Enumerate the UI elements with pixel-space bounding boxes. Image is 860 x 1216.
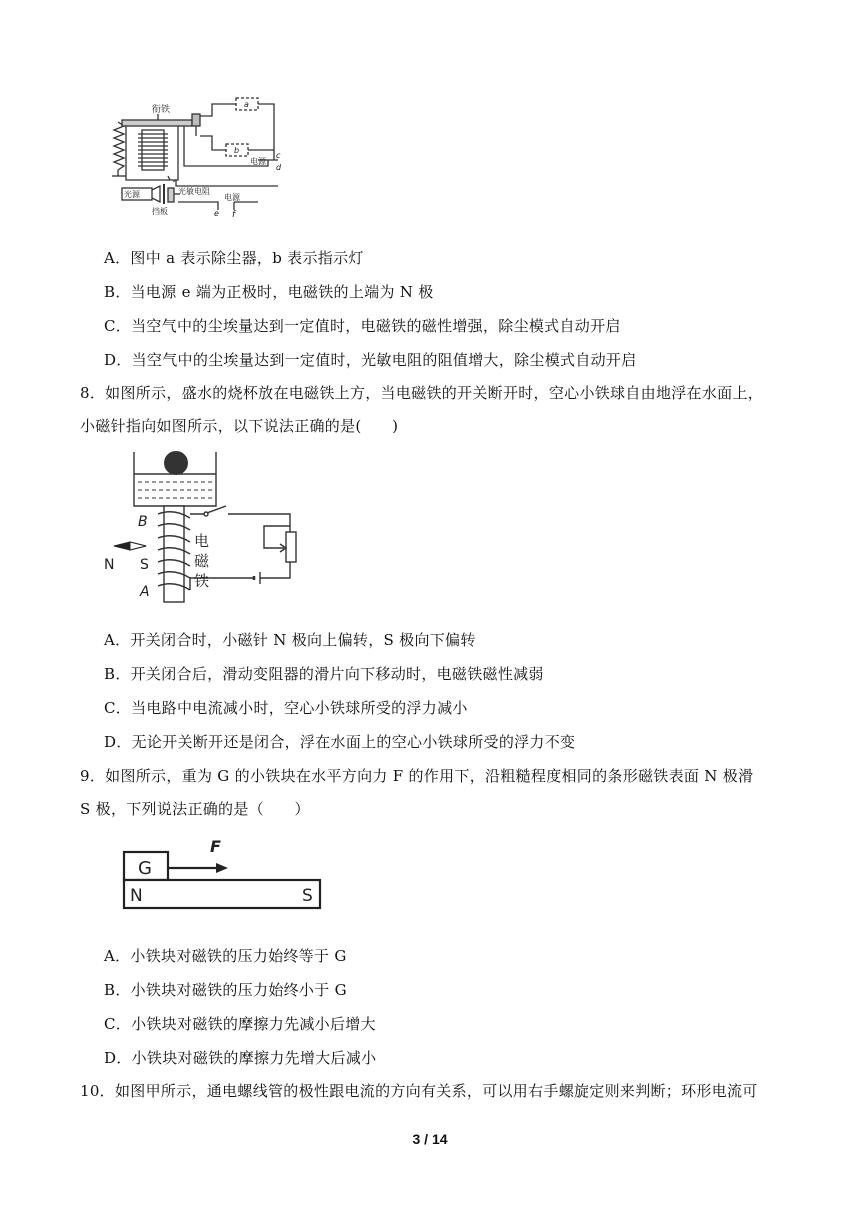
coil-label-3: 铁: [194, 572, 210, 590]
label-power-ef: 电源: [224, 193, 240, 202]
needle-N-label: N: [104, 557, 115, 573]
label-baffle: 挡板: [152, 207, 168, 216]
label-armature: 衔铁: [152, 105, 171, 115]
page-number: 3 / 14: [412, 1131, 448, 1147]
label-A: A: [140, 584, 150, 600]
q9-stem-line2: S 极，下列说法正确的是（ ）: [80, 800, 310, 818]
q9-option-a[interactable]: A．小铁块对磁铁的压力始终等于 G: [104, 947, 347, 965]
label-f: f: [232, 210, 236, 218]
coil-label-2: 磁: [194, 552, 210, 570]
q9-stem-line1: 9．如图所示，重为 G 的小铁块在水平方向力 F 的作用下，沿粗糙程度相同的条形磁铁表面 N 极滑: [80, 767, 754, 785]
label-light-source: 光源: [124, 190, 140, 199]
label-b: b: [234, 146, 240, 155]
label-e: e: [214, 209, 219, 218]
label-B: B: [138, 514, 148, 530]
figure-dust-circuit: [108, 96, 290, 218]
q9-option-c[interactable]: C．小铁块对磁铁的摩擦力先减小后增大: [104, 1015, 376, 1033]
magnet-S-label: S: [302, 886, 313, 906]
q9-option-b[interactable]: B．小铁块对磁铁的压力始终小于 G: [104, 981, 347, 999]
block-G-label: G: [138, 858, 152, 879]
q7-option-c[interactable]: C．当空气中的尘埃量达到一定值时，电磁铁的磁性增强，除尘模式自动开启: [104, 317, 621, 335]
q7-option-b[interactable]: B．当电源 e 端为正极时，电磁铁的上端为 N 极: [104, 283, 434, 301]
q7-option-d[interactable]: D．当空气中的尘埃量达到一定值时，光敏电阻的阻值增大，除尘模式自动开启: [104, 351, 637, 369]
q8-stem-line1: 8．如图所示，盛水的烧杯放在电磁铁上方，当电磁铁的开关断开时，空心小铁球自由地浮在水面上，: [80, 384, 764, 402]
label-d: d: [276, 163, 282, 172]
label-power-cd: 电源: [250, 157, 266, 166]
q9-option-d[interactable]: D．小铁块对磁铁的摩擦力先增大后减小: [104, 1049, 377, 1067]
needle-S-label: S: [140, 557, 149, 573]
q8-option-c[interactable]: C．当电路中电流减小时，空心小铁球所受的浮力减小: [104, 699, 468, 717]
q10-stem-line1: 10．如图甲所示，通电螺线管的极性跟电流的方向有关系，可以用右手螺旋定则来判断；环形电流可: [80, 1082, 758, 1100]
q8-stem-line2: 小磁针指向如图所示，以下说法正确的是( ): [80, 417, 399, 435]
q8-option-d[interactable]: D．无论开关断开还是闭合，浮在水面上的空心小铁球所受的浮力不变: [104, 733, 576, 751]
label-c: c: [276, 151, 281, 160]
q8-option-b[interactable]: B．开关闭合后，滑动变阻器的滑片向下移动时，电磁铁磁性减弱: [104, 665, 544, 683]
q8-option-a[interactable]: A．开关闭合时，小磁针 N 极向上偏转，S 极向下偏转: [104, 631, 476, 649]
label-a: a: [244, 100, 249, 109]
label-photoresistor: 光敏电阻: [178, 187, 210, 196]
force-F-label: F: [210, 837, 221, 856]
coil-label-1: 电: [194, 532, 210, 550]
q7-option-a[interactable]: A．图中 a 表示除尘器，b 表示指示灯: [104, 249, 364, 267]
figure-bar-magnet: [120, 834, 326, 912]
figure-electromagnet-beaker: [100, 448, 310, 606]
magnet-N-label: N: [130, 886, 143, 906]
